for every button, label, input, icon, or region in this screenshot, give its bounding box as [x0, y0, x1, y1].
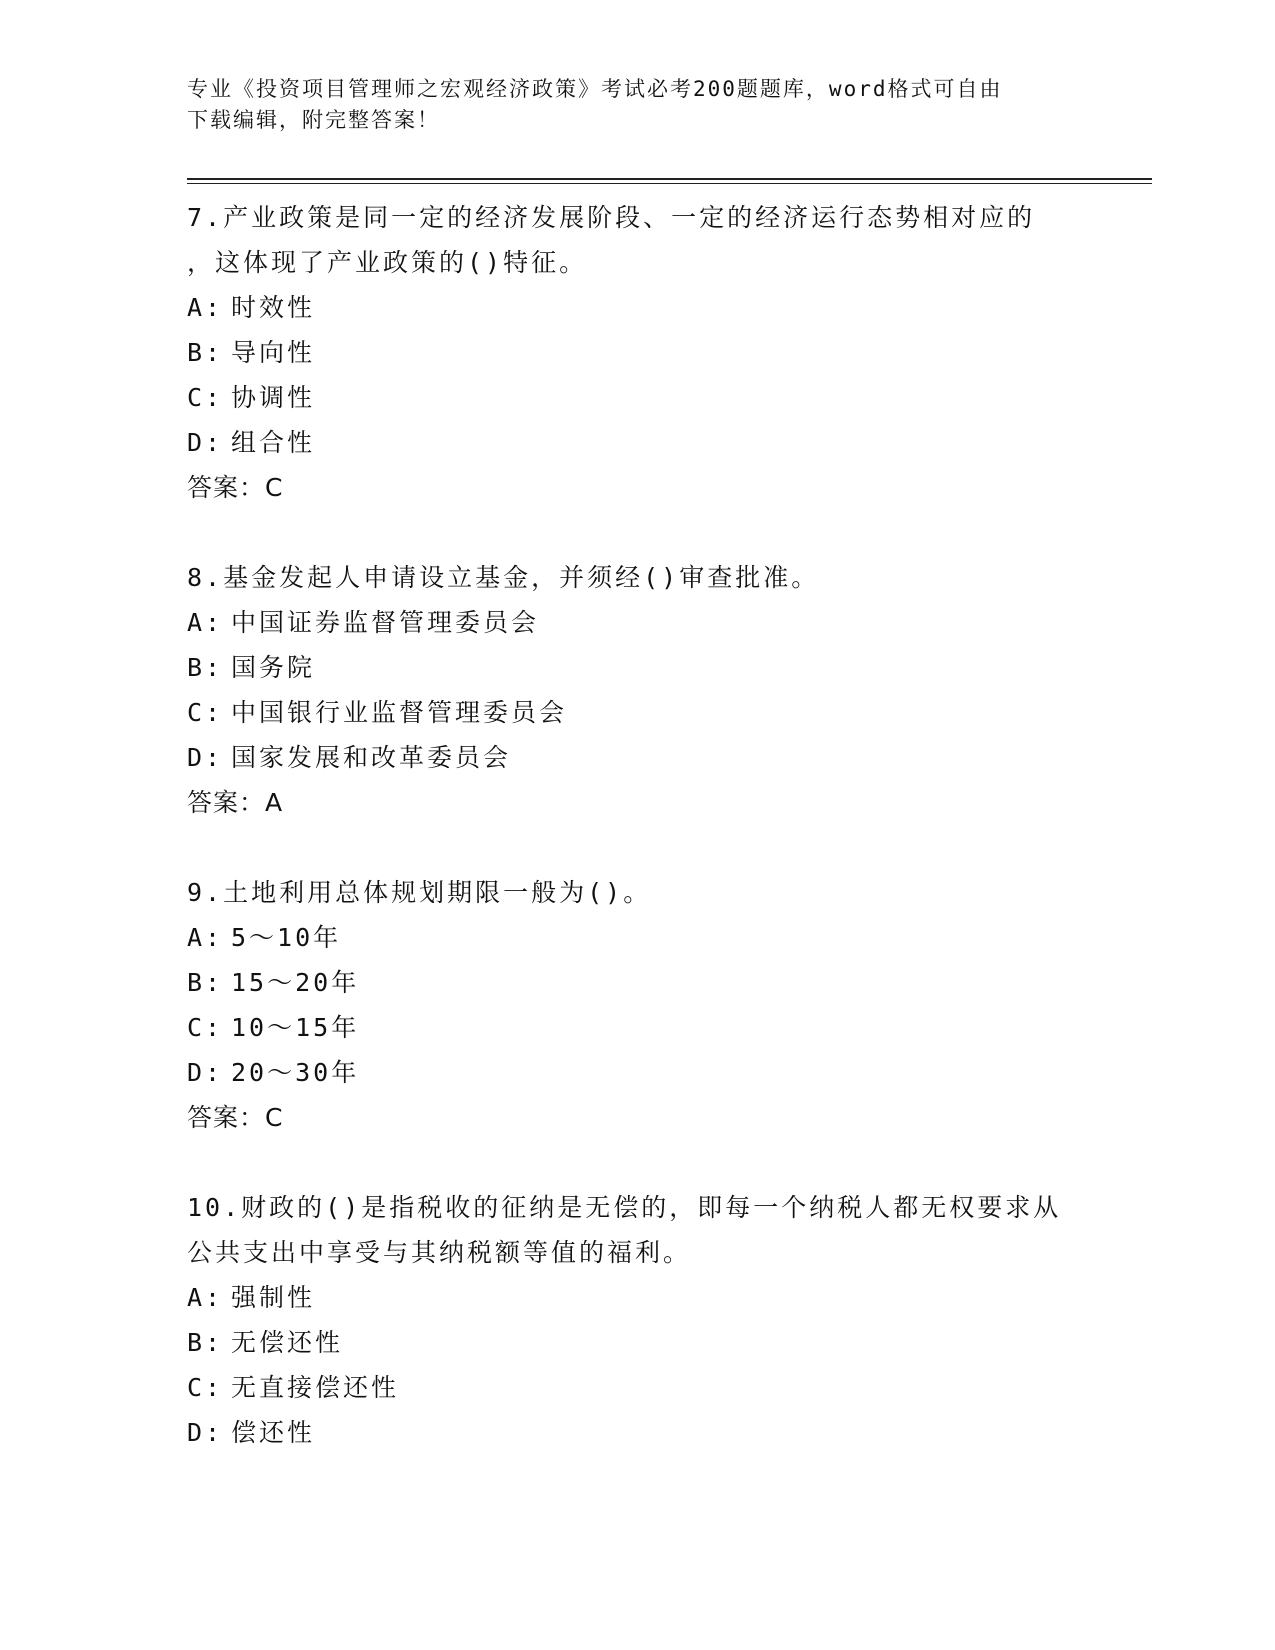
- option-b: [187, 960, 1107, 1005]
- question-stem: 10.财政的()是指税收的征纳是无偿的，即每一个纳税人都无权要求从: [187, 1193, 1062, 1222]
- document-header: [187, 74, 1087, 136]
- option-key: B:: [187, 338, 224, 367]
- header-line-1: 专业《投资项目管理师之宏观经济政策》考试必考200题题库，word格式可自由: [187, 77, 1003, 101]
- option-key: D:: [187, 1418, 224, 1447]
- question-7: [187, 195, 1107, 511]
- option-d: [187, 1050, 1107, 1095]
- option-text: 时效性: [231, 293, 316, 322]
- question-stem: 8.基金发起人申请设立基金，并须经()审查批准。: [187, 563, 820, 592]
- option-key: A:: [187, 1283, 224, 1312]
- question-stem: 7.产业政策是同一定的经济发展阶段、一定的经济运行态势相对应的: [187, 203, 1036, 232]
- option-key: D:: [187, 428, 224, 457]
- option-text: 5～10年: [231, 923, 342, 952]
- header-divider-thin: [187, 183, 1152, 184]
- question-stem-continued: 公共支出中享受与其纳税额等值的福利。: [187, 1238, 692, 1267]
- option-key: D:: [187, 743, 224, 772]
- option-key: B:: [187, 968, 224, 997]
- option-a: [187, 600, 1107, 645]
- option-a: [187, 915, 1107, 960]
- option-text: 15～20年: [231, 968, 360, 997]
- question-10: [187, 1185, 1107, 1455]
- option-text: 组合性: [231, 428, 316, 457]
- option-key: C:: [187, 383, 224, 412]
- option-key: D:: [187, 1058, 224, 1087]
- header-divider-thick: [187, 178, 1152, 180]
- answer-line: 答案：C: [187, 473, 284, 502]
- question-stem: 9.土地利用总体规划期限一般为()。: [187, 878, 652, 907]
- option-text: 国家发展和改革委员会: [231, 743, 512, 772]
- option-b: [187, 1320, 1107, 1365]
- option-text: 国务院: [231, 653, 316, 682]
- option-key: A:: [187, 293, 224, 322]
- option-key: C:: [187, 1373, 224, 1402]
- option-c: [187, 1365, 1107, 1410]
- question-8: [187, 555, 1107, 826]
- option-key: A:: [187, 608, 224, 637]
- option-c: [187, 690, 1107, 735]
- option-text: 协调性: [231, 383, 316, 412]
- option-key: C:: [187, 1013, 224, 1042]
- option-text: 导向性: [231, 338, 316, 367]
- option-d: [187, 420, 1107, 465]
- option-d: [187, 735, 1107, 780]
- option-b: [187, 330, 1107, 375]
- question-9: [187, 870, 1107, 1141]
- option-c: [187, 1005, 1107, 1050]
- option-text: 强制性: [231, 1283, 316, 1312]
- option-b: [187, 645, 1107, 690]
- option-text: 偿还性: [231, 1418, 316, 1447]
- option-a: [187, 285, 1107, 330]
- option-key: B:: [187, 653, 224, 682]
- header-line-2: 下载编辑，附完整答案！: [187, 108, 440, 132]
- option-text: 20～30年: [231, 1058, 360, 1087]
- option-text: 中国银行业监督管理委员会: [231, 698, 568, 727]
- option-c: [187, 375, 1107, 420]
- option-text: 10～15年: [231, 1013, 360, 1042]
- answer-line: 答案：A: [187, 788, 284, 817]
- option-text: 无偿还性: [231, 1328, 344, 1357]
- option-text: 无直接偿还性: [231, 1373, 400, 1402]
- option-key: B:: [187, 1328, 224, 1357]
- option-text: 中国证券监督管理委员会: [231, 608, 540, 637]
- question-list: [187, 195, 1107, 1499]
- answer-line: 答案：C: [187, 1103, 284, 1132]
- option-key: C:: [187, 698, 224, 727]
- option-d: [187, 1410, 1107, 1455]
- option-a: [187, 1275, 1107, 1320]
- question-stem-continued: ，这体现了产业政策的()特征。: [187, 248, 588, 277]
- option-key: A:: [187, 923, 224, 952]
